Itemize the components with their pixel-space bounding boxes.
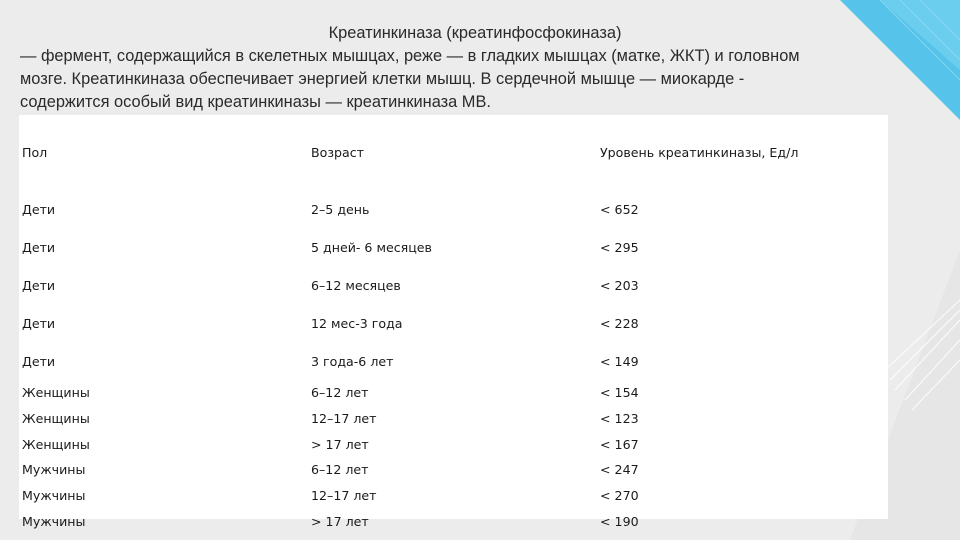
intro-title: Креатинкиназа (креатинфосфокиназа) <box>328 24 622 42</box>
cell-sex: Женщины <box>22 436 90 452</box>
cell-sex: Дети <box>22 353 56 369</box>
cell-ck-level: < 203 <box>600 277 639 293</box>
cell-age: 12–17 лет <box>311 488 377 504</box>
intro-line-1: — фермент, содержащийся в скелетных мышцах, реже — в гладких мышцах (матке, ЖКТ) и головном <box>20 47 800 65</box>
cell-ck-level: < 154 <box>600 385 639 401</box>
cell-ck-level: < 247 <box>600 462 639 478</box>
cell-ck-level: < 228 <box>600 315 639 331</box>
table-row <box>19 508 888 534</box>
cell-ck-level: < 123 <box>600 411 639 427</box>
reference-table <box>19 115 888 534</box>
table-row <box>19 266 888 304</box>
cell-ck-level: < 149 <box>600 353 639 369</box>
cell-sex: Мужчины <box>22 462 86 478</box>
cell-sex: Дети <box>22 239 56 255</box>
cell-age: 6–12 лет <box>311 385 369 401</box>
header-sex: Пол <box>22 145 48 160</box>
cell-age: 12–17 лет <box>311 411 377 427</box>
table-row <box>19 190 888 228</box>
cell-ck-level: < 652 <box>600 201 639 217</box>
intro-line-3: содержится особый вид креатинкиназы — креатинкиназа МВ. <box>20 93 491 111</box>
table-row <box>19 431 888 457</box>
table-row <box>19 406 888 432</box>
intro-text <box>20 22 900 114</box>
table-row <box>19 380 888 406</box>
cell-age: 3 года-6 лет <box>311 353 394 369</box>
cell-ck-level: < 190 <box>600 513 639 529</box>
cell-ck-level: < 270 <box>600 488 639 504</box>
accent-lines-right <box>885 300 960 410</box>
table-header-row <box>19 115 888 190</box>
cell-age: 5 дней- 6 месяцев <box>311 239 432 255</box>
cell-sex: Женщины <box>22 385 90 401</box>
cell-sex: Мужчины <box>22 488 86 504</box>
intro-line-2: мозге. Креатинкиназа обеспечивает энергией клетки мышц. В сердечной мышце — миокарде - <box>20 70 745 88</box>
cell-sex: Дети <box>22 315 56 331</box>
cell-age: 6–12 лет <box>311 462 369 478</box>
table-row <box>19 483 888 509</box>
cell-age: 6–12 месяцев <box>311 277 401 293</box>
cell-ck-level: < 167 <box>600 436 639 452</box>
header-ck-level: Уровень креатинкиназы, Ед/л <box>600 145 799 160</box>
table-row <box>19 304 888 342</box>
reference-table-panel <box>19 115 888 529</box>
header-age: Возраст <box>311 145 365 160</box>
cell-age: > 17 лет <box>311 513 369 529</box>
cell-sex: Дети <box>22 277 56 293</box>
table-row <box>19 342 888 380</box>
cell-ck-level: < 295 <box>600 239 639 255</box>
cell-age: 12 мес-3 года <box>311 315 403 331</box>
table-row <box>19 457 888 483</box>
table-row <box>19 228 888 266</box>
cell-age: 2–5 день <box>311 201 370 217</box>
cell-sex: Дети <box>22 201 56 217</box>
cell-sex: Женщины <box>22 411 90 427</box>
cell-sex: Мужчины <box>22 513 86 529</box>
cell-age: > 17 лет <box>311 436 369 452</box>
